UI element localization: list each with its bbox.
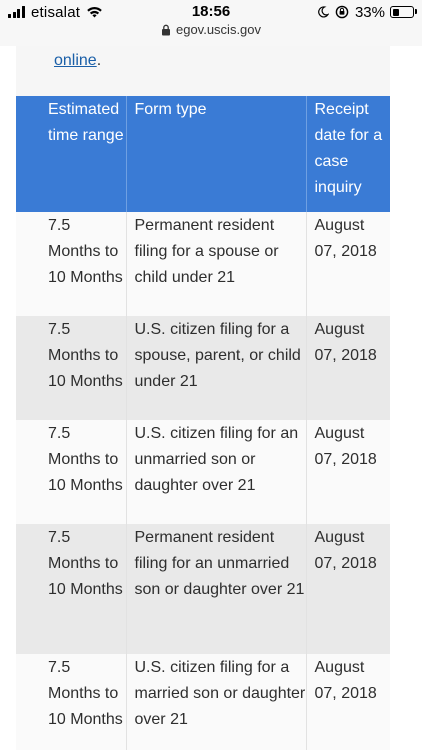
table-row xyxy=(16,212,390,316)
clock: 18:56 xyxy=(191,3,231,20)
status-bar xyxy=(0,0,422,46)
cell-receipt-date: August 07, 2018 xyxy=(306,524,390,654)
table-header-row xyxy=(16,96,390,212)
cell-time-range: 7.5 Months to 10 Months xyxy=(16,212,126,316)
intro-text xyxy=(16,46,390,96)
cell-time-range: 7.5 Months to 10 Months xyxy=(16,654,126,750)
battery-fill xyxy=(393,9,399,16)
cell-form-type: Permanent resident filing for a spouse or child under 21 xyxy=(126,212,306,316)
online-link[interactable]: online xyxy=(54,52,97,69)
header-time-range: Estimated time range xyxy=(16,96,126,212)
cell-time-range: 7.5 Months to 10 Months xyxy=(16,420,126,524)
carrier-name: etisalat xyxy=(31,3,81,21)
cell-time-range: 7.5 Months to 10 Months xyxy=(16,524,126,654)
lock-icon xyxy=(161,24,171,36)
cell-time-range: 7.5 Months to 10 Months xyxy=(16,316,126,420)
battery-percent: 33% xyxy=(354,3,385,21)
intro-trailing: . xyxy=(96,52,102,69)
processing-times-table xyxy=(16,96,390,750)
table-row xyxy=(16,420,390,524)
moon-icon xyxy=(317,6,329,18)
cell-receipt-date: August 07, 2018 xyxy=(306,654,390,750)
address-bar[interactable] xyxy=(0,22,422,37)
cell-receipt-date: August 07, 2018 xyxy=(306,420,390,524)
table-row xyxy=(16,654,390,750)
cell-receipt-date: August 07, 2018 xyxy=(306,212,390,316)
table-row xyxy=(16,524,390,654)
url-text: egov.uscis.gov xyxy=(175,22,262,37)
cell-form-type: U.S. citizen filing for a spouse, parent, or child under 21 xyxy=(126,316,306,420)
cell-form-type: Permanent resident filing for an unmarried son or daughter over 21 xyxy=(126,524,306,654)
battery-icon xyxy=(390,6,414,18)
page-content xyxy=(16,46,390,750)
rotation-lock-icon xyxy=(335,5,349,19)
cell-receipt-date: August 07, 2018 xyxy=(306,316,390,420)
table-row xyxy=(16,316,390,420)
status-right xyxy=(311,3,414,21)
header-receipt-date: Receipt date for a case inquiry xyxy=(306,96,390,212)
cell-form-type: U.S. citizen filing for an unmarried son or daughter over 21 xyxy=(126,420,306,524)
header-form-type: Form type xyxy=(126,96,306,212)
cell-form-type: U.S. citizen filing for a married son or daughter over 21 xyxy=(126,654,306,750)
